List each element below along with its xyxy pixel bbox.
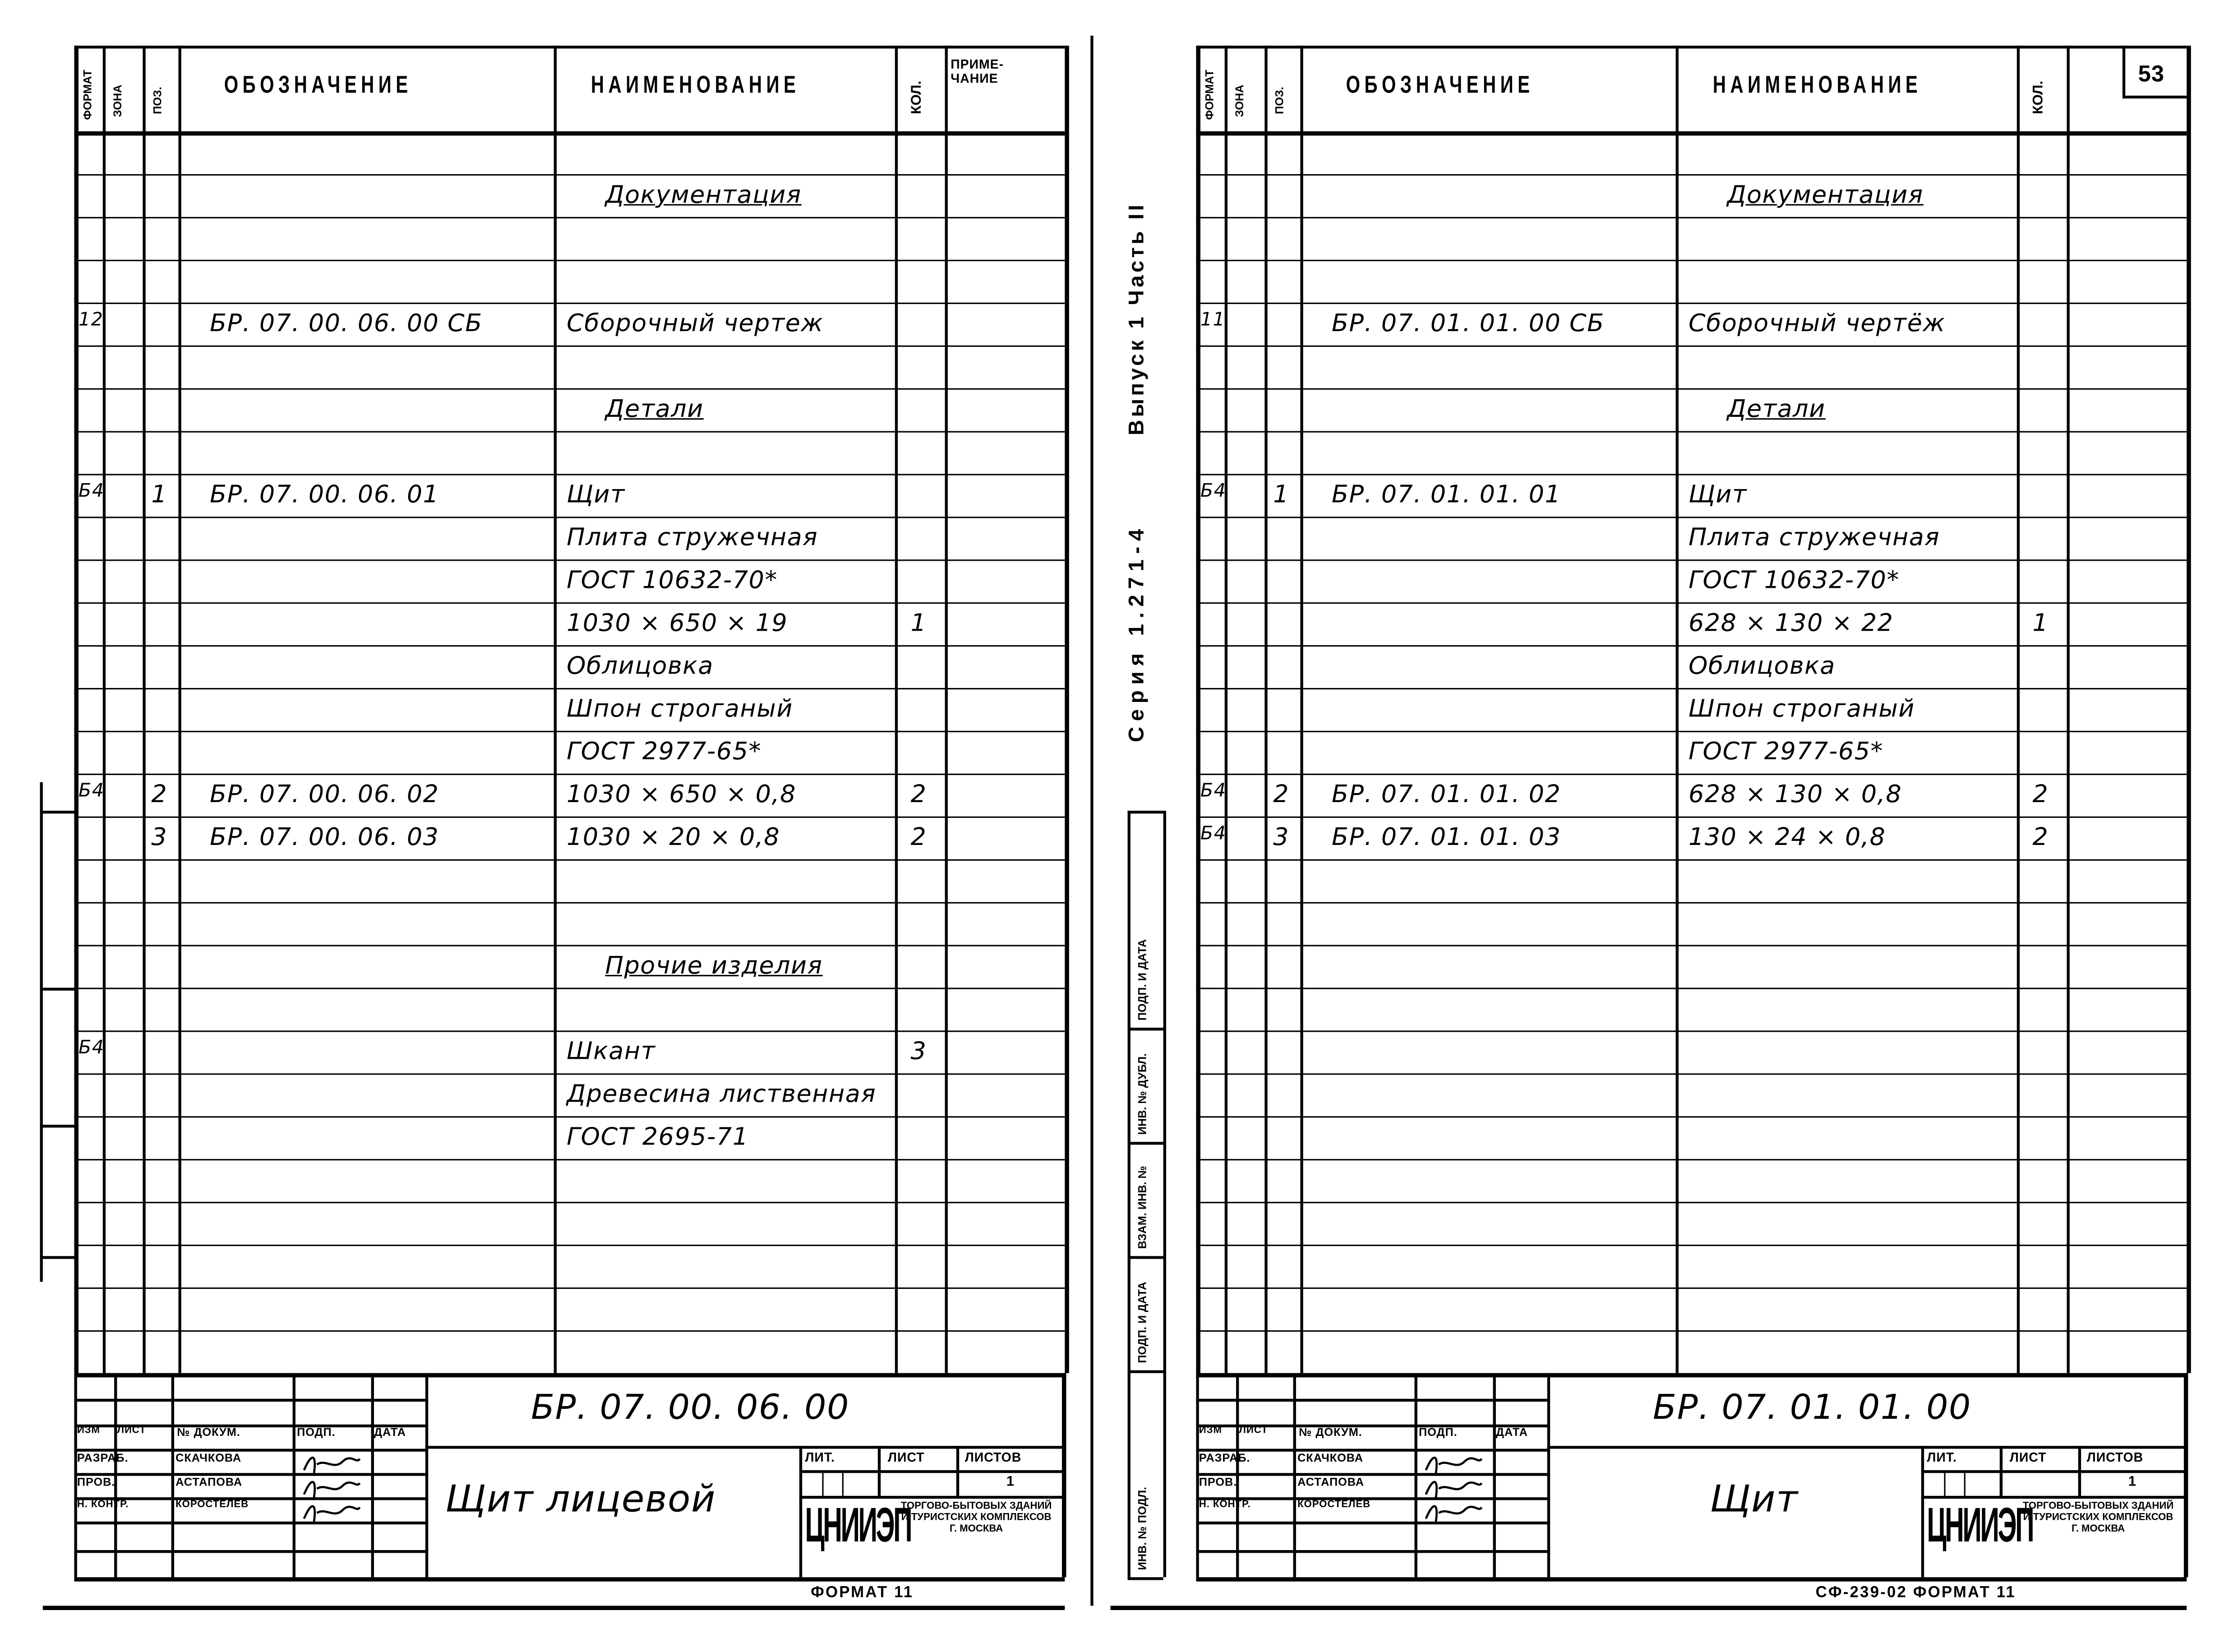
row-pos: 2 (151, 780, 168, 809)
row-designation: БР. 07. 01. 01. 03 (1332, 823, 1561, 852)
row-name: ГОСТ 10632-70* (567, 567, 778, 595)
grid-line (2123, 46, 2125, 96)
header-designation: ОБОЗНАЧЕНИЕ (224, 71, 412, 99)
label-list: ЛИСТ (117, 1426, 146, 1436)
grid-line (1196, 517, 2187, 518)
row-designation: БР. 07. 01. 01. 01 (1332, 481, 1561, 510)
grid-line (1196, 1030, 2187, 1032)
grid-line (1065, 46, 1068, 1373)
grid-line (74, 346, 1065, 347)
grid-line (1196, 1550, 1547, 1552)
row-name: Плита стружечная (567, 524, 818, 553)
row-qty: 3 (910, 1038, 927, 1066)
label-letter: ЛИТ. (1927, 1450, 1957, 1465)
grid-line (143, 46, 145, 1373)
format-label: ФОРМАТ 11 (811, 1584, 914, 1602)
row-pos: 2 (1273, 780, 1290, 809)
grid-line (1128, 1256, 1163, 1259)
grid-line (1196, 945, 2187, 947)
grid-line (1196, 902, 2187, 904)
grid-line (1196, 1449, 1547, 1451)
grid-line (74, 602, 1065, 604)
row-format: 11 (1200, 309, 1226, 332)
grid-line (2184, 1373, 2187, 1577)
grid-line (1196, 1473, 1547, 1475)
developer-name: СКАЧКОВА (1297, 1451, 1364, 1465)
row-name: 1030 × 650 × 19 (567, 609, 788, 638)
header-qty: КОЛ. (2031, 80, 2047, 115)
grid-line (1196, 174, 2187, 176)
grid-line (40, 782, 42, 1282)
label-norm-control: Н. КОНТР. (1199, 1500, 1251, 1510)
grid-line (74, 688, 1065, 690)
label-izm: ИЗМ (1199, 1426, 1222, 1436)
grid-line (2017, 46, 2020, 1373)
label-doc-number: № ДОКУМ. (177, 1426, 240, 1439)
grid-line (74, 859, 1065, 861)
grid-line (74, 1287, 1065, 1289)
row-format: Б4 (1200, 481, 1227, 503)
grid-line (1196, 346, 2187, 347)
row-name: 628 × 130 × 0,8 (1689, 780, 1902, 809)
grid-line (1196, 1116, 2187, 1118)
row-name: ГОСТ 2977-65* (1689, 738, 1884, 767)
header-pos: ПОЗ. (1273, 87, 1286, 115)
grid-line (1547, 1446, 2187, 1449)
grid-line (1547, 1373, 1550, 1577)
developer-name: СКАЧКОВА (175, 1451, 242, 1465)
header-format: ФОРМАТ (81, 69, 94, 120)
section-heading: Прочие изделия (605, 952, 823, 981)
grid-line (1196, 1330, 2187, 1332)
row-designation: БР. 07. 00. 06. 00 СБ (210, 309, 483, 338)
grid-line (2078, 1446, 2081, 1496)
grid-line (74, 1399, 425, 1401)
label-date: ДАТА (1495, 1426, 1528, 1439)
grid-line (1196, 260, 2187, 262)
grid-line (74, 1577, 1065, 1581)
header-pos: ПОЗ. (151, 87, 164, 115)
label-list: ЛИСТ (1239, 1426, 1268, 1436)
row-format: 12 (78, 309, 104, 332)
grid-line (74, 817, 1065, 818)
signature (1421, 1499, 1486, 1527)
grid-line (1676, 46, 1679, 1373)
section-heading: Детали (605, 395, 704, 424)
grid-line (1196, 303, 2187, 305)
grid-line (40, 811, 74, 813)
grid-line (1128, 1142, 1163, 1144)
label-developed: РАЗРАБ. (1199, 1451, 1251, 1465)
label-letter: ЛИТ. (805, 1450, 835, 1465)
header-name: НАИМЕНОВАНИЕ (591, 71, 800, 99)
row-name: 1030 × 20 × 0,8 (567, 823, 780, 852)
grid-line (1196, 431, 2187, 433)
grid-line (74, 217, 1065, 219)
checker-name: АСТАПОВА (1297, 1476, 1364, 1489)
row-format: Б4 (1200, 780, 1227, 803)
row-qty: 2 (2032, 823, 2049, 852)
grid-line (179, 46, 181, 1373)
label-sign: ПОДП. (297, 1426, 336, 1439)
grid-line (1090, 36, 1093, 1606)
grid-line (2123, 96, 2187, 98)
grid-line (40, 988, 74, 990)
row-name: Шпон строганый (1689, 695, 1915, 724)
margin-stamp-label: ИНВ. № ДУБЛ. (1136, 1053, 1149, 1135)
grid-line (1196, 1373, 2187, 1377)
grid-line (1196, 1399, 1547, 1401)
grid-line (74, 559, 1065, 561)
grid-line (74, 1202, 1065, 1204)
row-designation: БР. 07. 00. 06. 03 (210, 823, 439, 852)
grid-line (1196, 817, 2187, 818)
grid-line (878, 1446, 880, 1496)
header-format: ФОРМАТ (1203, 69, 1216, 120)
row-pos: 3 (151, 823, 168, 852)
grid-line (822, 1470, 824, 1496)
grid-line (74, 431, 1065, 433)
grid-line (74, 1497, 425, 1500)
document-code: БР. 07. 01. 01. 00 (1652, 1387, 1971, 1427)
grid-line (2000, 1446, 2002, 1496)
institute-name: ТОРГОВО-БЫТОВЫХ ЗДАНИЙ И ТУРИСТСКИХ КОМПЛЕКСОВ Г. МОСКВА (900, 1501, 1052, 1535)
grid-line (74, 1116, 1065, 1118)
grid-line (1128, 1370, 1163, 1373)
institute-logo: ЦНИИЭП (1927, 1499, 2033, 1553)
label-norm-control: Н. КОНТР. (77, 1500, 129, 1510)
grid-line (1128, 811, 1163, 813)
grid-line (895, 46, 898, 1373)
grid-line (74, 46, 1065, 48)
grid-line (1128, 1028, 1163, 1030)
grid-line (1196, 474, 2187, 475)
grid-line (1196, 1497, 1547, 1500)
grid-line (945, 46, 948, 1373)
label-sheets: ЛИСТОВ (964, 1450, 1022, 1465)
grid-line (1196, 1073, 2187, 1075)
document-title: Щит лицевой (445, 1478, 716, 1522)
grid-line (1196, 1202, 2187, 1204)
section-heading: Документация (605, 181, 802, 210)
row-name: Щит (567, 481, 625, 510)
row-name: 1030 × 650 × 0,8 (567, 780, 797, 809)
row-name: Древесина лиственная (567, 1080, 877, 1109)
grid-line (1062, 1373, 1066, 1577)
row-name: 130 × 24 × 0,8 (1689, 823, 1886, 852)
row-name: 628 × 130 × 22 (1689, 609, 1894, 638)
format-label: СФ-239-02 ФОРМАТ 11 (1815, 1584, 2016, 1602)
grid-line (956, 1446, 959, 1496)
label-sheets: ЛИСТОВ (2086, 1450, 2144, 1465)
grid-line (425, 1373, 428, 1577)
grid-line (1196, 1522, 1547, 1524)
row-name: ГОСТ 2977-65* (567, 738, 762, 767)
institute-name: ТОРГОВО-БЫТОВЫХ ЗДАНИЙ И ТУРИСТСКИХ КОМПЛЕКСОВ Г. МОСКВА (2022, 1501, 2174, 1535)
label-date: ДАТА (374, 1426, 406, 1439)
row-name: Щит (1689, 481, 1747, 510)
grid-line (425, 1446, 1065, 1449)
grid-line (74, 474, 1065, 475)
sheets-count: 1 (1006, 1474, 1015, 1490)
grid-line (103, 46, 106, 1373)
grid-line (1196, 1287, 2187, 1289)
grid-line (74, 1373, 1065, 1377)
grid-line (74, 902, 1065, 904)
row-name: Плита стружечная (1689, 524, 1940, 553)
grid-line (799, 1470, 1065, 1472)
section-heading: Детали (1727, 395, 1826, 424)
grid-line (1196, 46, 1200, 1373)
grid-line (1964, 1470, 1966, 1496)
grid-line (74, 174, 1065, 176)
grid-line (1196, 1245, 2187, 1246)
signature (300, 1499, 364, 1527)
grid-line (40, 1256, 74, 1258)
grid-line (799, 1446, 802, 1577)
row-name: Шпон строганый (567, 695, 793, 724)
row-pos: 1 (1273, 481, 1290, 510)
norm-controller-name: КОРОСТЕЛЕВ (1297, 1500, 1371, 1510)
label-doc-number: № ДОКУМ. (1299, 1426, 1362, 1439)
issue-label: Выпуск 1 Часть II (1125, 202, 1149, 436)
row-designation: БР. 07. 00. 06. 02 (210, 780, 439, 809)
row-format: Б4 (78, 780, 105, 803)
grid-line (1196, 217, 2187, 219)
grid-line (1944, 1470, 1946, 1496)
document-code: БР. 07. 00. 06. 00 (531, 1387, 849, 1427)
grid-line (1128, 1577, 1163, 1580)
sheets-count: 1 (2128, 1474, 2137, 1490)
grid-line (1196, 859, 2187, 861)
grid-line (1196, 688, 2187, 690)
institute-logo: ЦНИИЭП (805, 1499, 911, 1553)
page-number: 53 (2138, 63, 2164, 88)
document-title: Щит (1710, 1478, 1799, 1522)
section-heading: Документация (1727, 181, 1924, 210)
grid-line (74, 1073, 1065, 1075)
grid-line (2067, 46, 2069, 1373)
grid-line (2187, 46, 2190, 1373)
row-qty: 2 (910, 823, 927, 852)
grid-line (74, 1449, 425, 1451)
grid-line (1196, 602, 2187, 604)
row-designation: БР. 07. 00. 06. 01 (210, 481, 439, 510)
grid-line (74, 1159, 1065, 1161)
grid-line (74, 1330, 1065, 1332)
norm-controller-name: КОРОСТЕЛЕВ (175, 1500, 249, 1510)
row-format: Б4 (78, 1038, 105, 1059)
grid-line (1196, 1577, 2187, 1581)
grid-line (74, 1473, 425, 1475)
grid-line (1921, 1470, 2187, 1472)
grid-line (74, 1522, 425, 1524)
grid-line (74, 517, 1065, 518)
grid-line (1225, 46, 1227, 1373)
label-checked: ПРОВ. (77, 1476, 115, 1489)
label-izm: ИЗМ (77, 1426, 100, 1436)
grid-line (1128, 811, 1131, 1577)
label-sign: ПОДП. (1419, 1426, 1458, 1439)
grid-line (74, 988, 1065, 989)
grid-line (1196, 731, 2187, 733)
header-note: ПРИМЕ-ЧАНИЕ (951, 57, 1004, 86)
header-qty: КОЛ. (909, 80, 925, 115)
grid-line (43, 1606, 1065, 1610)
grid-line (74, 1030, 1065, 1032)
grid-line (74, 1550, 425, 1552)
row-qty: 2 (2032, 780, 2049, 809)
grid-line (1300, 46, 1303, 1373)
grid-line (74, 731, 1065, 733)
grid-line (842, 1470, 844, 1496)
grid-line (1196, 645, 2187, 647)
row-designation: БР. 07. 01. 01. 02 (1332, 780, 1561, 809)
grid-line (1921, 1446, 1924, 1577)
grid-line (74, 260, 1065, 262)
grid-line (40, 1125, 74, 1127)
header-designation: ОБОЗНАЧЕНИЕ (1346, 71, 1534, 99)
margin-stamp-label: ПОДП. И ДАТА (1136, 1282, 1149, 1363)
row-name: Сборочный чертеж (567, 309, 824, 338)
grid-line (1196, 559, 2187, 561)
margin-stamp-label: ИНВ. № ПОДЛ. (1136, 1486, 1149, 1570)
grid-line (1111, 1606, 2187, 1610)
label-sheet: ЛИСТ (2009, 1450, 2047, 1465)
grid-line (74, 46, 78, 1373)
grid-line (74, 388, 1065, 390)
grid-line (74, 645, 1065, 647)
row-format: Б4 (1200, 823, 1227, 845)
grid-line (74, 1245, 1065, 1246)
grid-line (1196, 774, 2187, 775)
row-name: ГОСТ 2695-71 (567, 1123, 749, 1152)
row-pos: 1 (151, 481, 168, 510)
grid-line (1196, 46, 2187, 48)
grid-line (74, 303, 1065, 305)
row-qty: 2 (910, 780, 927, 809)
grid-line (554, 46, 557, 1373)
grid-line (74, 945, 1065, 947)
header-zone: ЗОНА (1233, 84, 1246, 117)
grid-line (1196, 1159, 2187, 1161)
grid-line (1196, 388, 2187, 390)
row-name: Облицовка (1689, 652, 1836, 681)
row-format: Б4 (78, 481, 105, 503)
grid-line (1196, 988, 2187, 989)
checker-name: АСТАПОВА (175, 1476, 243, 1489)
label-sheet: ЛИСТ (888, 1450, 925, 1465)
row-pos: 3 (1273, 823, 1290, 852)
row-name: Облицовка (567, 652, 714, 681)
grid-line (1264, 46, 1267, 1373)
row-qty: 1 (2032, 609, 2049, 638)
header-zone: ЗОНА (111, 84, 125, 117)
margin-stamp-label: ВЗАМ. ИНВ. № (1136, 1166, 1149, 1249)
grid-line (1196, 131, 2187, 135)
row-qty: 1 (910, 609, 927, 638)
margin-stamp-label: ПОДП. И ДАТА (1136, 939, 1149, 1021)
row-name: ГОСТ 10632-70* (1689, 567, 1900, 595)
grid-line (1163, 811, 1166, 1577)
header-name: НАИМЕНОВАНИЕ (1712, 71, 1922, 99)
row-designation: БР. 07. 01. 01. 00 СБ (1332, 309, 1605, 338)
series-label: Серия 1.271-4 (1125, 523, 1149, 743)
row-name: Сборочный чертёж (1689, 309, 1946, 338)
row-name: Шкант (567, 1038, 656, 1066)
label-checked: ПРОВ. (1199, 1476, 1237, 1489)
grid-line (74, 131, 1065, 135)
grid-line (74, 774, 1065, 775)
label-developed: РАЗРАБ. (77, 1451, 129, 1465)
